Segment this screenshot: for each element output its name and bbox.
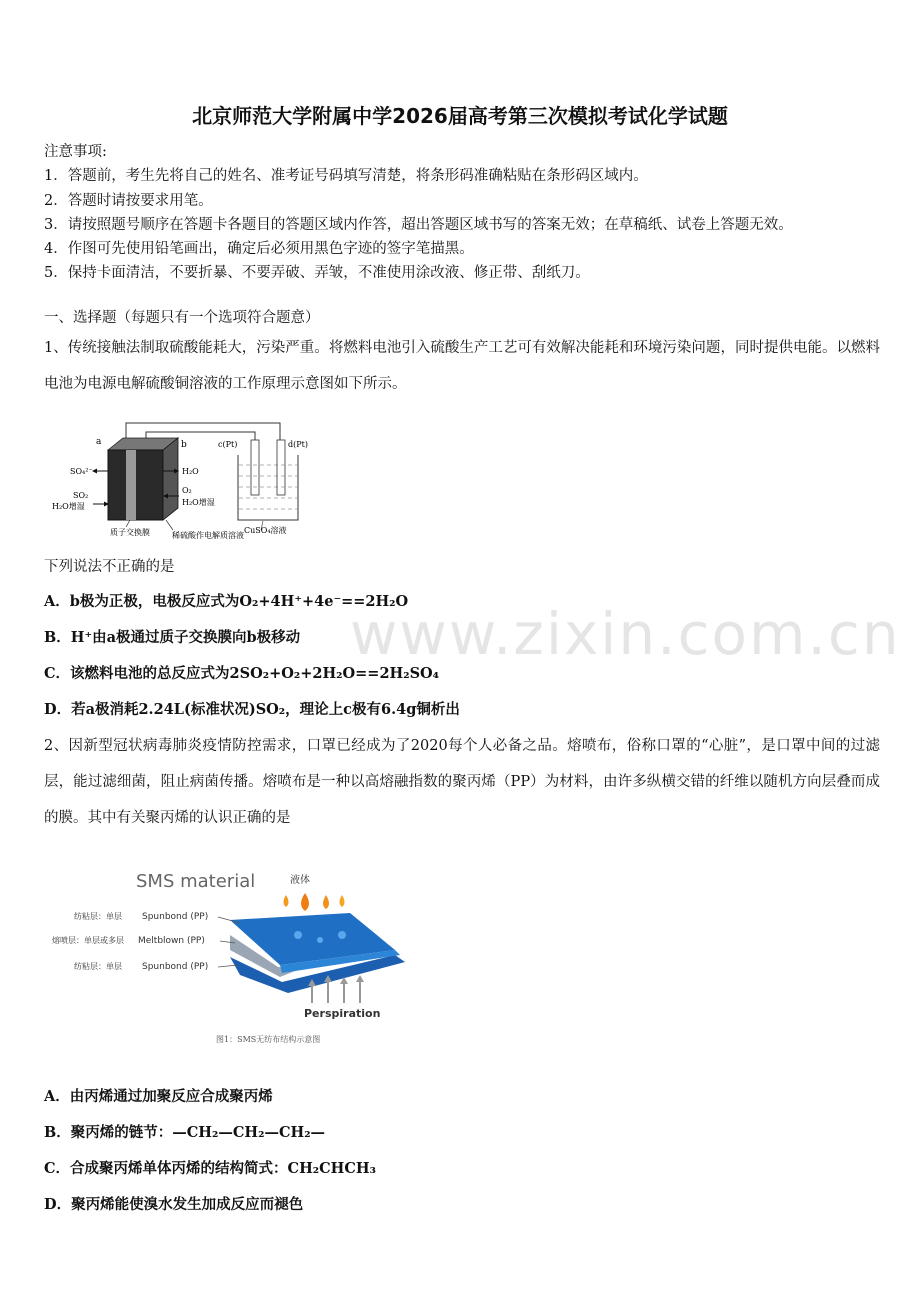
label-so4: SO₄²⁻ [70, 467, 93, 476]
label-o2: O₂ [182, 486, 192, 495]
q2-option-b [44, 1121, 325, 1142]
option-text: H⁺由a极通过质子交换膜向b极移动 [70, 629, 301, 646]
sms-material-diagram [50, 855, 410, 1055]
option-text: b极为正极，电极反应式为O₂+4H⁺+4e⁻==2H₂O [69, 593, 409, 610]
option-text: 聚丙烯的链节：—CH₂—CH₂—CH₂— [70, 1124, 326, 1141]
layer2-en: Meltblown (PP) [138, 936, 205, 946]
label-h2o-wet-left: H₂O增湿 [52, 502, 85, 511]
note-item: 2．答题时请按要求用笔。 [44, 192, 213, 209]
q1-stem: 1、传统接触法制取硫酸能耗大，污染严重。将燃料电池引入硫酸生产工艺可有效解决能耗和环境污染问题，同时提供电能。以燃料电池为电源电解硫酸铜溶液的工作原理示意图如下所示。 [44, 340, 880, 392]
option-key: A． [44, 1088, 70, 1105]
page-title: 北京师范大学附属中学2026届高考第三次模拟考试化学试题 [192, 104, 728, 128]
liquid-label: 液体 [290, 875, 310, 886]
label-d: d(Pt) [288, 440, 308, 449]
option-text: 该燃料电池的总反应式为2SO₂+O₂+2H₂O==2H₂SO₄ [70, 665, 440, 682]
note-item: 5．保持卡面清洁，不要折暴、不要弄破、弄皱，不准使用涂改液、修正带、刮纸刀。 [44, 265, 590, 282]
layer3-en: Spunbond (PP) [142, 962, 209, 972]
label-b: b [181, 440, 187, 450]
layer1-cn: 纺粘层：单层 [74, 912, 122, 921]
option-text: 由丙烯通过加聚反应合成聚丙烯 [69, 1088, 273, 1105]
label-a: a [96, 437, 102, 447]
notes-heading: 注意事项: [44, 144, 107, 160]
layer3-cn: 纺粘层：单层 [74, 962, 122, 971]
label-membrane: 质子交换膜 [110, 528, 150, 537]
q2-stem: 2、因新型冠状病毒肺炎疫情防控需求，口罩已经成为了2020每个人必备之品。熔喷布，俗称口罩的“心脏”，是口罩中间的过滤层，能过滤细菌，阻止病菌传播。熔喷布是一种以高熔融指数的聚丙烯（PP）为材料，由许多纵横交错的纤维以随机方向层叠而成的膜。其中有关聚丙烯的认识正确的是 [44, 738, 880, 826]
option-text: 若a极消耗2.24L(标准状况)SO₂，理论上c极有6.4g铜析出 [71, 701, 460, 718]
option-key: C． [44, 1160, 71, 1177]
q1-option-b [44, 626, 300, 647]
note-item: 3．请按照题号顺序在答题卡各题目的答题区域内作答，超出答题区域书写的答案无效；在草稿纸、试卷上答题无效。 [44, 216, 793, 233]
option-key: C． [44, 665, 71, 682]
option-text: 合成聚丙烯单体丙烯的结构简式：CH₂CHCH₃ [70, 1160, 376, 1177]
note-item: 1．答题前，考生先将自己的姓名、准考证号码填写清楚，将条形码准确粘贴在条形码区域内。 [44, 168, 648, 185]
label-h2o-out: H₂O [182, 467, 199, 476]
note-item: 4．作图可先使用铅笔画出，确定后必须用黑色字迹的签字笔描黑。 [44, 241, 474, 258]
section-title: 一、选择题（每题只有一个选项符合题意） [44, 310, 320, 326]
watermark: www.zixin.com.cn [350, 600, 901, 668]
q2-option-c [44, 1157, 376, 1178]
q2-option-a [44, 1085, 273, 1106]
option-key: D． [44, 701, 72, 718]
figure-caption: 图1：SMS无纺布结构示意图 [216, 1035, 321, 1044]
option-text: 聚丙烯能使溴水发生加成反应而褪色 [71, 1196, 304, 1213]
layer1-en: Spunbond (PP) [142, 912, 209, 922]
perspiration-label: Perspiration [304, 1007, 381, 1020]
q1-option-d [44, 698, 460, 719]
label-so2: SO₂ [73, 491, 89, 500]
option-key: B． [44, 1124, 71, 1141]
q1-prompt: 下列说法不正确的是 [44, 559, 175, 575]
notes-block [44, 140, 894, 286]
label-c: c(Pt) [218, 440, 238, 449]
q2-option-d [44, 1193, 303, 1214]
label-electrolyte: 稀硫酸作电解质溶液 [172, 531, 244, 540]
fuel-cell-diagram [48, 420, 338, 545]
option-key: A． [44, 593, 70, 610]
layer2-cn: 熔喷层：单层或多层 [52, 936, 124, 945]
label-h2o-wet-right: H₂O增湿 [182, 498, 215, 507]
label-cuso4: CuSO₄溶液 [244, 526, 287, 535]
option-key: D． [44, 1196, 72, 1213]
option-key: B． [44, 629, 71, 646]
sms-heading: SMS material [136, 871, 256, 892]
